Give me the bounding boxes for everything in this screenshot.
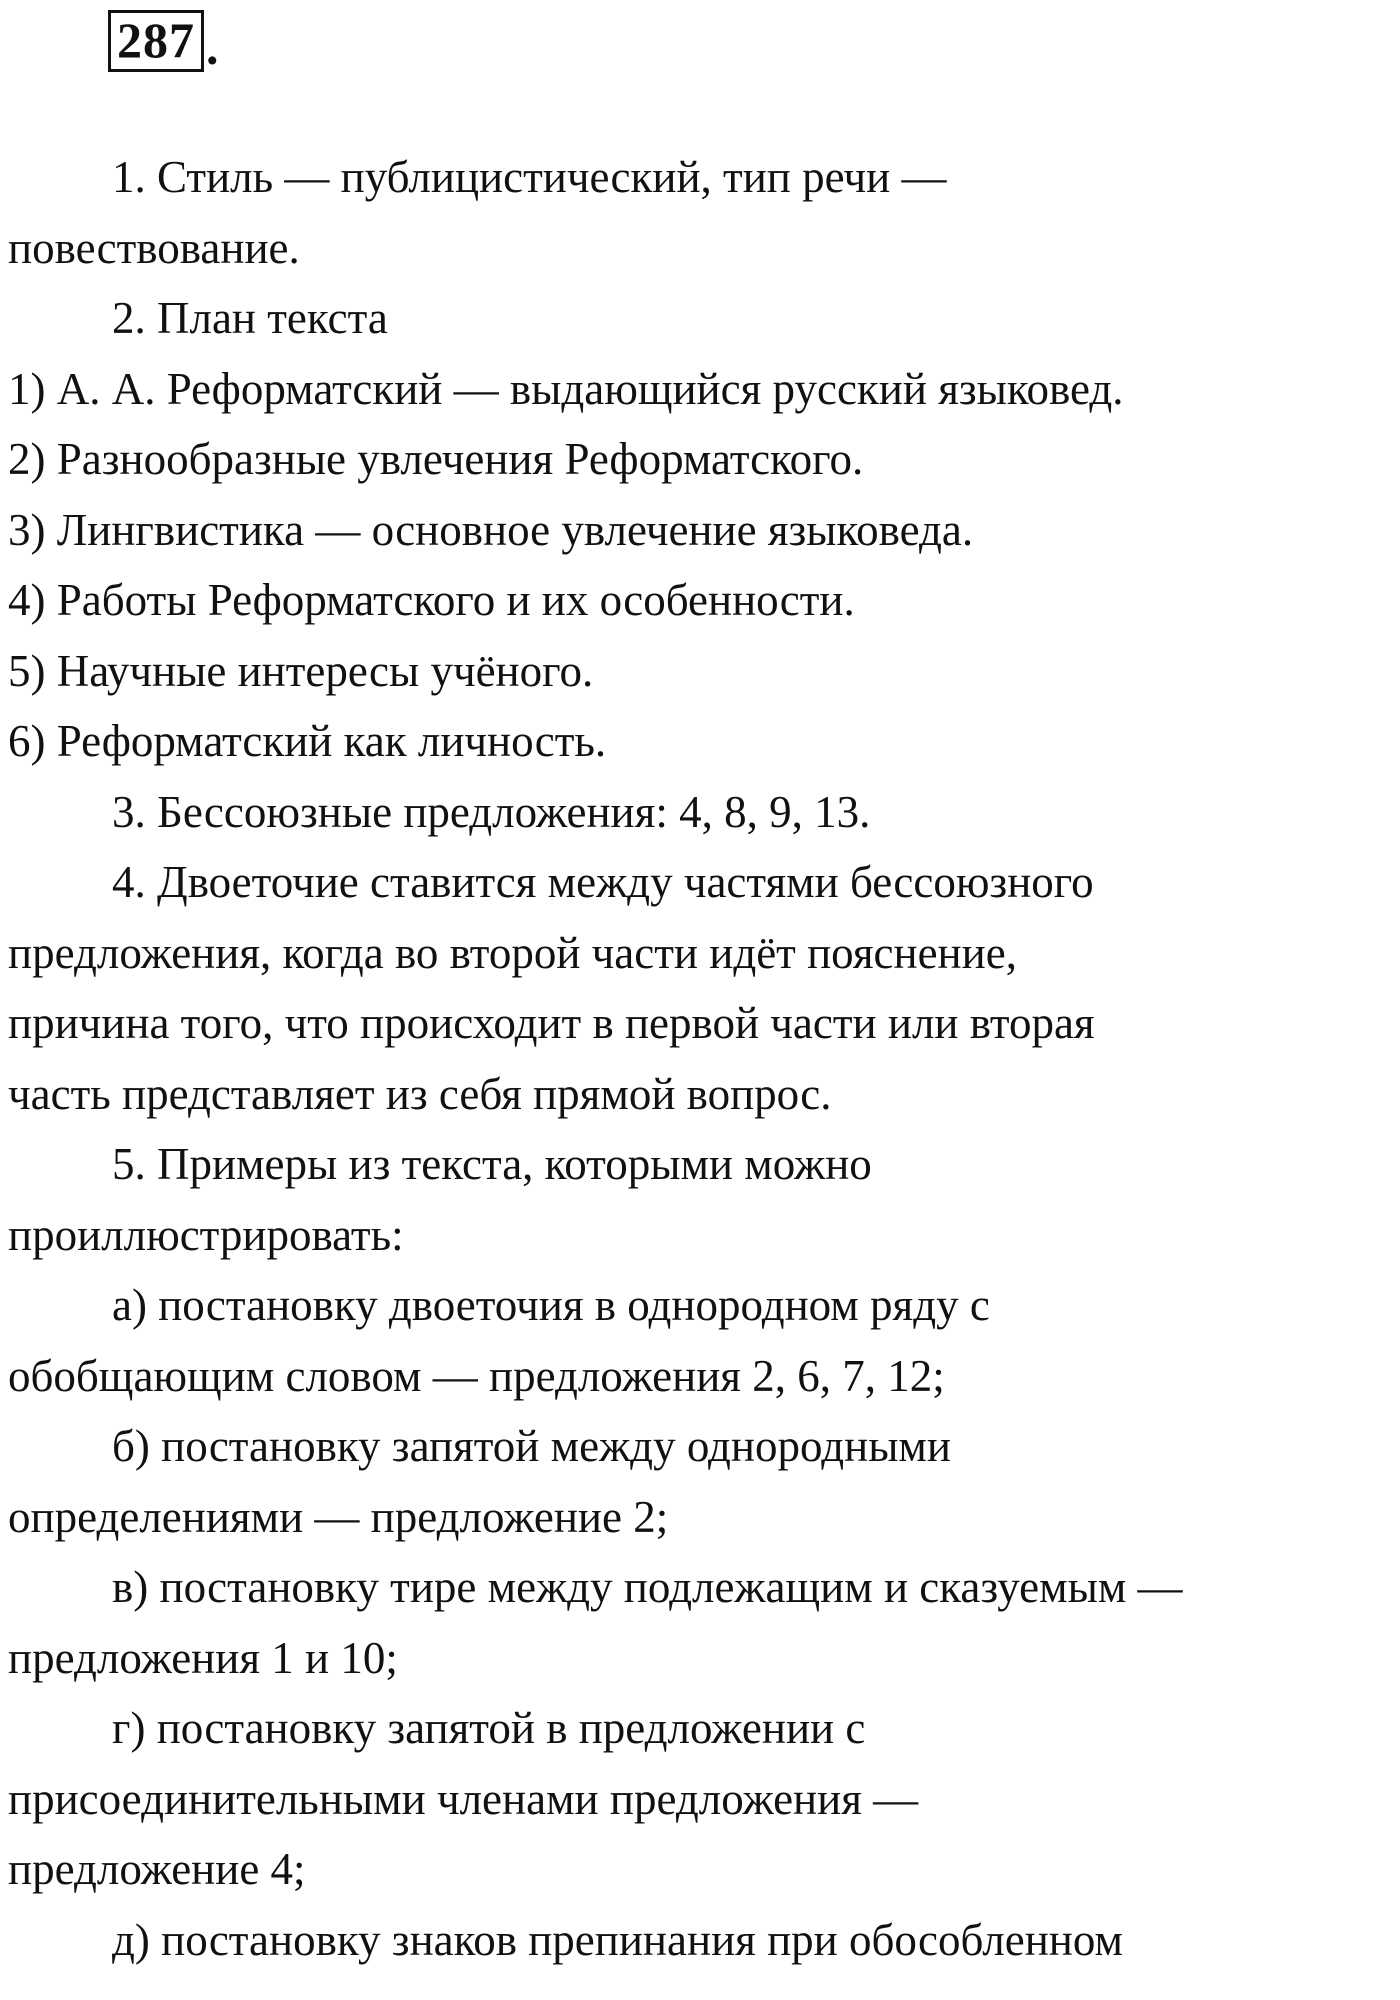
text-line: 5) Научные интересы учёного. — [8, 645, 594, 696]
text-line: 6) Реформатский как личность. — [8, 716, 607, 766]
text-line: в) постановку тире между подлежащим и сказуемым — — [112, 1562, 1183, 1612]
text-line: 1) А. А. Реформатский — выдающийся русский языковед. — [8, 363, 1124, 414]
text-line: присоединительными членами предложения — — [8, 1773, 919, 1824]
text-line: причина того, что происходит в первой части или вторая — [8, 998, 1095, 1048]
text-line: д) постановку знаков препинания при обособленном — [112, 1914, 1123, 1965]
text-line: 4) Работы Реформатского и их особенности. — [8, 575, 855, 625]
text-line: 1. Стиль — публицистический, тип речи — — [112, 152, 947, 202]
text-line: предложения, когда во второй части идёт пояснение, — [8, 927, 1017, 978]
text-line: часть представляет из себя прямой вопрос. — [8, 1068, 832, 1119]
text-line: г) постановку запятой в предложении с — [112, 1703, 866, 1753]
text-line: предложения 1 и 10; — [8, 1632, 398, 1683]
text-line: предложение 4; — [8, 1844, 306, 1894]
text-line: 2. План текста — [112, 293, 388, 343]
exercise-number-box: 287 — [108, 10, 204, 72]
text-line: определениями — предложение 2; — [8, 1491, 669, 1542]
exercise-number-dot: . — [206, 19, 219, 75]
text-line: проиллюстрировать: — [8, 1209, 404, 1260]
exercise-number — [108, 10, 219, 75]
text-line: 4. Двоеточие ставится между частями бессоюзного — [112, 857, 1094, 907]
text-line: 5. Примеры из текста, которыми можно — [112, 1139, 872, 1189]
text-line: а) постановку двоеточия в однородном ряду с — [112, 1280, 990, 1330]
text-line: 3) Лингвистика — основное увлечение языковеда. — [8, 504, 974, 555]
text-line: 3. Бессоюзные предложения: 4, 8, 9, 13. — [112, 786, 871, 837]
text-line: обобщающим словом — предложения 2, 6, 7, 12; — [8, 1350, 945, 1401]
text-line: повествование. — [8, 222, 300, 273]
text-line: б) постановку запятой между однородными — [112, 1421, 951, 1471]
text-line: 2) Разнообразные увлечения Реформатского. — [8, 434, 864, 484]
document-body — [8, 142, 1393, 1975]
